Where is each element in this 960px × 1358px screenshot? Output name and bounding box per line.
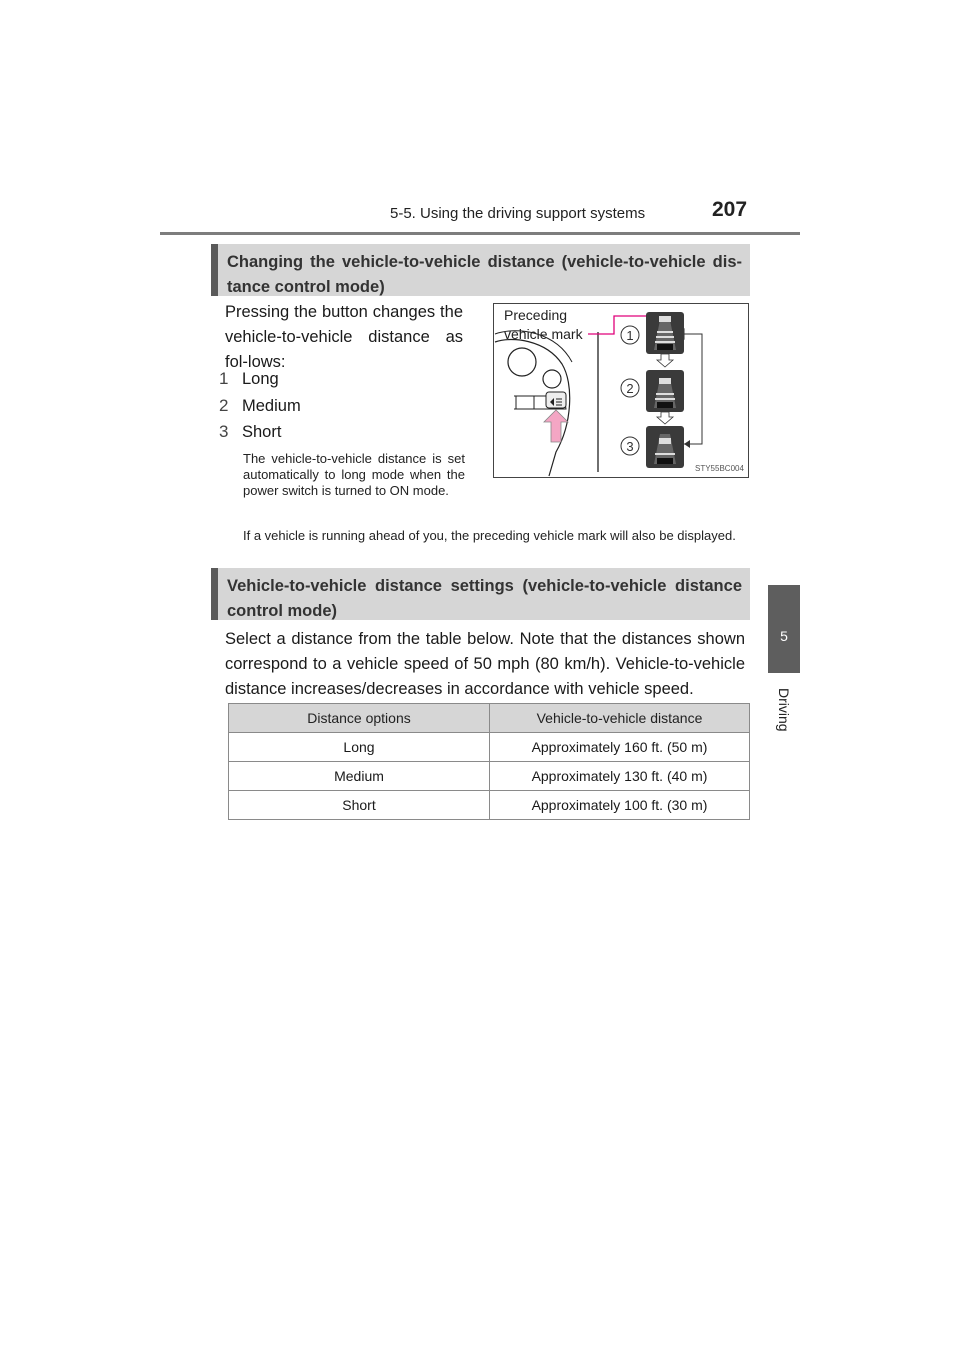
settings-paragraph: Select a distance from the table below. Note that the distances shown correspond to a vehicle speed of 50 mph (80 km/h). Vehicle-to-vehicle distance increases/decreases in accordance with vehicle speed. bbox=[225, 630, 745, 698]
option-label-long: Long bbox=[242, 370, 279, 388]
column-header-distance: Vehicle-to-vehicle distance bbox=[490, 704, 750, 733]
chapter-label: Driving bbox=[776, 688, 792, 732]
note-default-mode: The vehicle-to-vehicle distance is set automatically to long mode when the power switch is turned to ON mode. bbox=[243, 451, 465, 498]
table-cell: Short bbox=[229, 791, 490, 820]
table-row bbox=[229, 733, 750, 762]
note-preceding-vehicle: If a vehicle is running ahead of you, the preceding vehicle mark will also be displayed. bbox=[243, 528, 736, 543]
table-cell: Approximately 130 ft. (40 m) bbox=[490, 762, 750, 791]
display-long bbox=[646, 312, 684, 354]
label-line-1: Preceding bbox=[504, 307, 568, 323]
running-header-section: 5-5. Using the driving support systems bbox=[390, 205, 646, 222]
display-short bbox=[646, 426, 684, 468]
section-heading-distance-settings: Vehicle-to-vehicle distance settings (vehicle-to-vehicle distance control mode) bbox=[211, 568, 750, 620]
display-medium bbox=[646, 370, 684, 412]
option-label-short: Short bbox=[242, 423, 282, 441]
chapter-label-container bbox=[768, 688, 800, 768]
table-row bbox=[229, 762, 750, 791]
preceding-vehicle-mark-label bbox=[504, 306, 583, 344]
callout-3: 3 bbox=[626, 439, 634, 454]
column-header-options: Distance options bbox=[229, 704, 490, 733]
option-number-2: 2 bbox=[219, 396, 229, 415]
down-arrow-icon bbox=[657, 412, 673, 424]
table-cell: Long bbox=[229, 733, 490, 762]
table-row bbox=[229, 791, 750, 820]
table-cell: Approximately 160 ft. (50 m) bbox=[490, 733, 750, 762]
down-arrow-icon bbox=[657, 354, 673, 367]
callout-1: 1 bbox=[626, 328, 634, 343]
chapter-number: 5 bbox=[780, 628, 788, 644]
callout-2: 2 bbox=[626, 381, 634, 396]
header-rule bbox=[160, 232, 800, 235]
option-label-medium: Medium bbox=[242, 397, 301, 415]
option-number-1: 1 bbox=[219, 369, 229, 388]
label-line-2: vehicle mark bbox=[504, 326, 583, 342]
page-number: 207 bbox=[712, 198, 748, 221]
section-heading-distance-change: Changing the vehicle-to-vehicle distance (vehicle-to-vehicle dis-tance control mode) bbox=[211, 244, 750, 296]
option-number-3: 3 bbox=[219, 422, 229, 441]
distance-table bbox=[228, 703, 750, 820]
table-cell: Medium bbox=[229, 762, 490, 791]
intro-paragraph: Pressing the button changes the vehicle-to-vehicle distance as fol-lows: bbox=[225, 303, 463, 371]
table-cell: Approximately 100 ft. (30 m) bbox=[490, 791, 750, 820]
figure-code: STY55BC004 bbox=[695, 464, 744, 473]
table-header-row bbox=[229, 704, 750, 733]
